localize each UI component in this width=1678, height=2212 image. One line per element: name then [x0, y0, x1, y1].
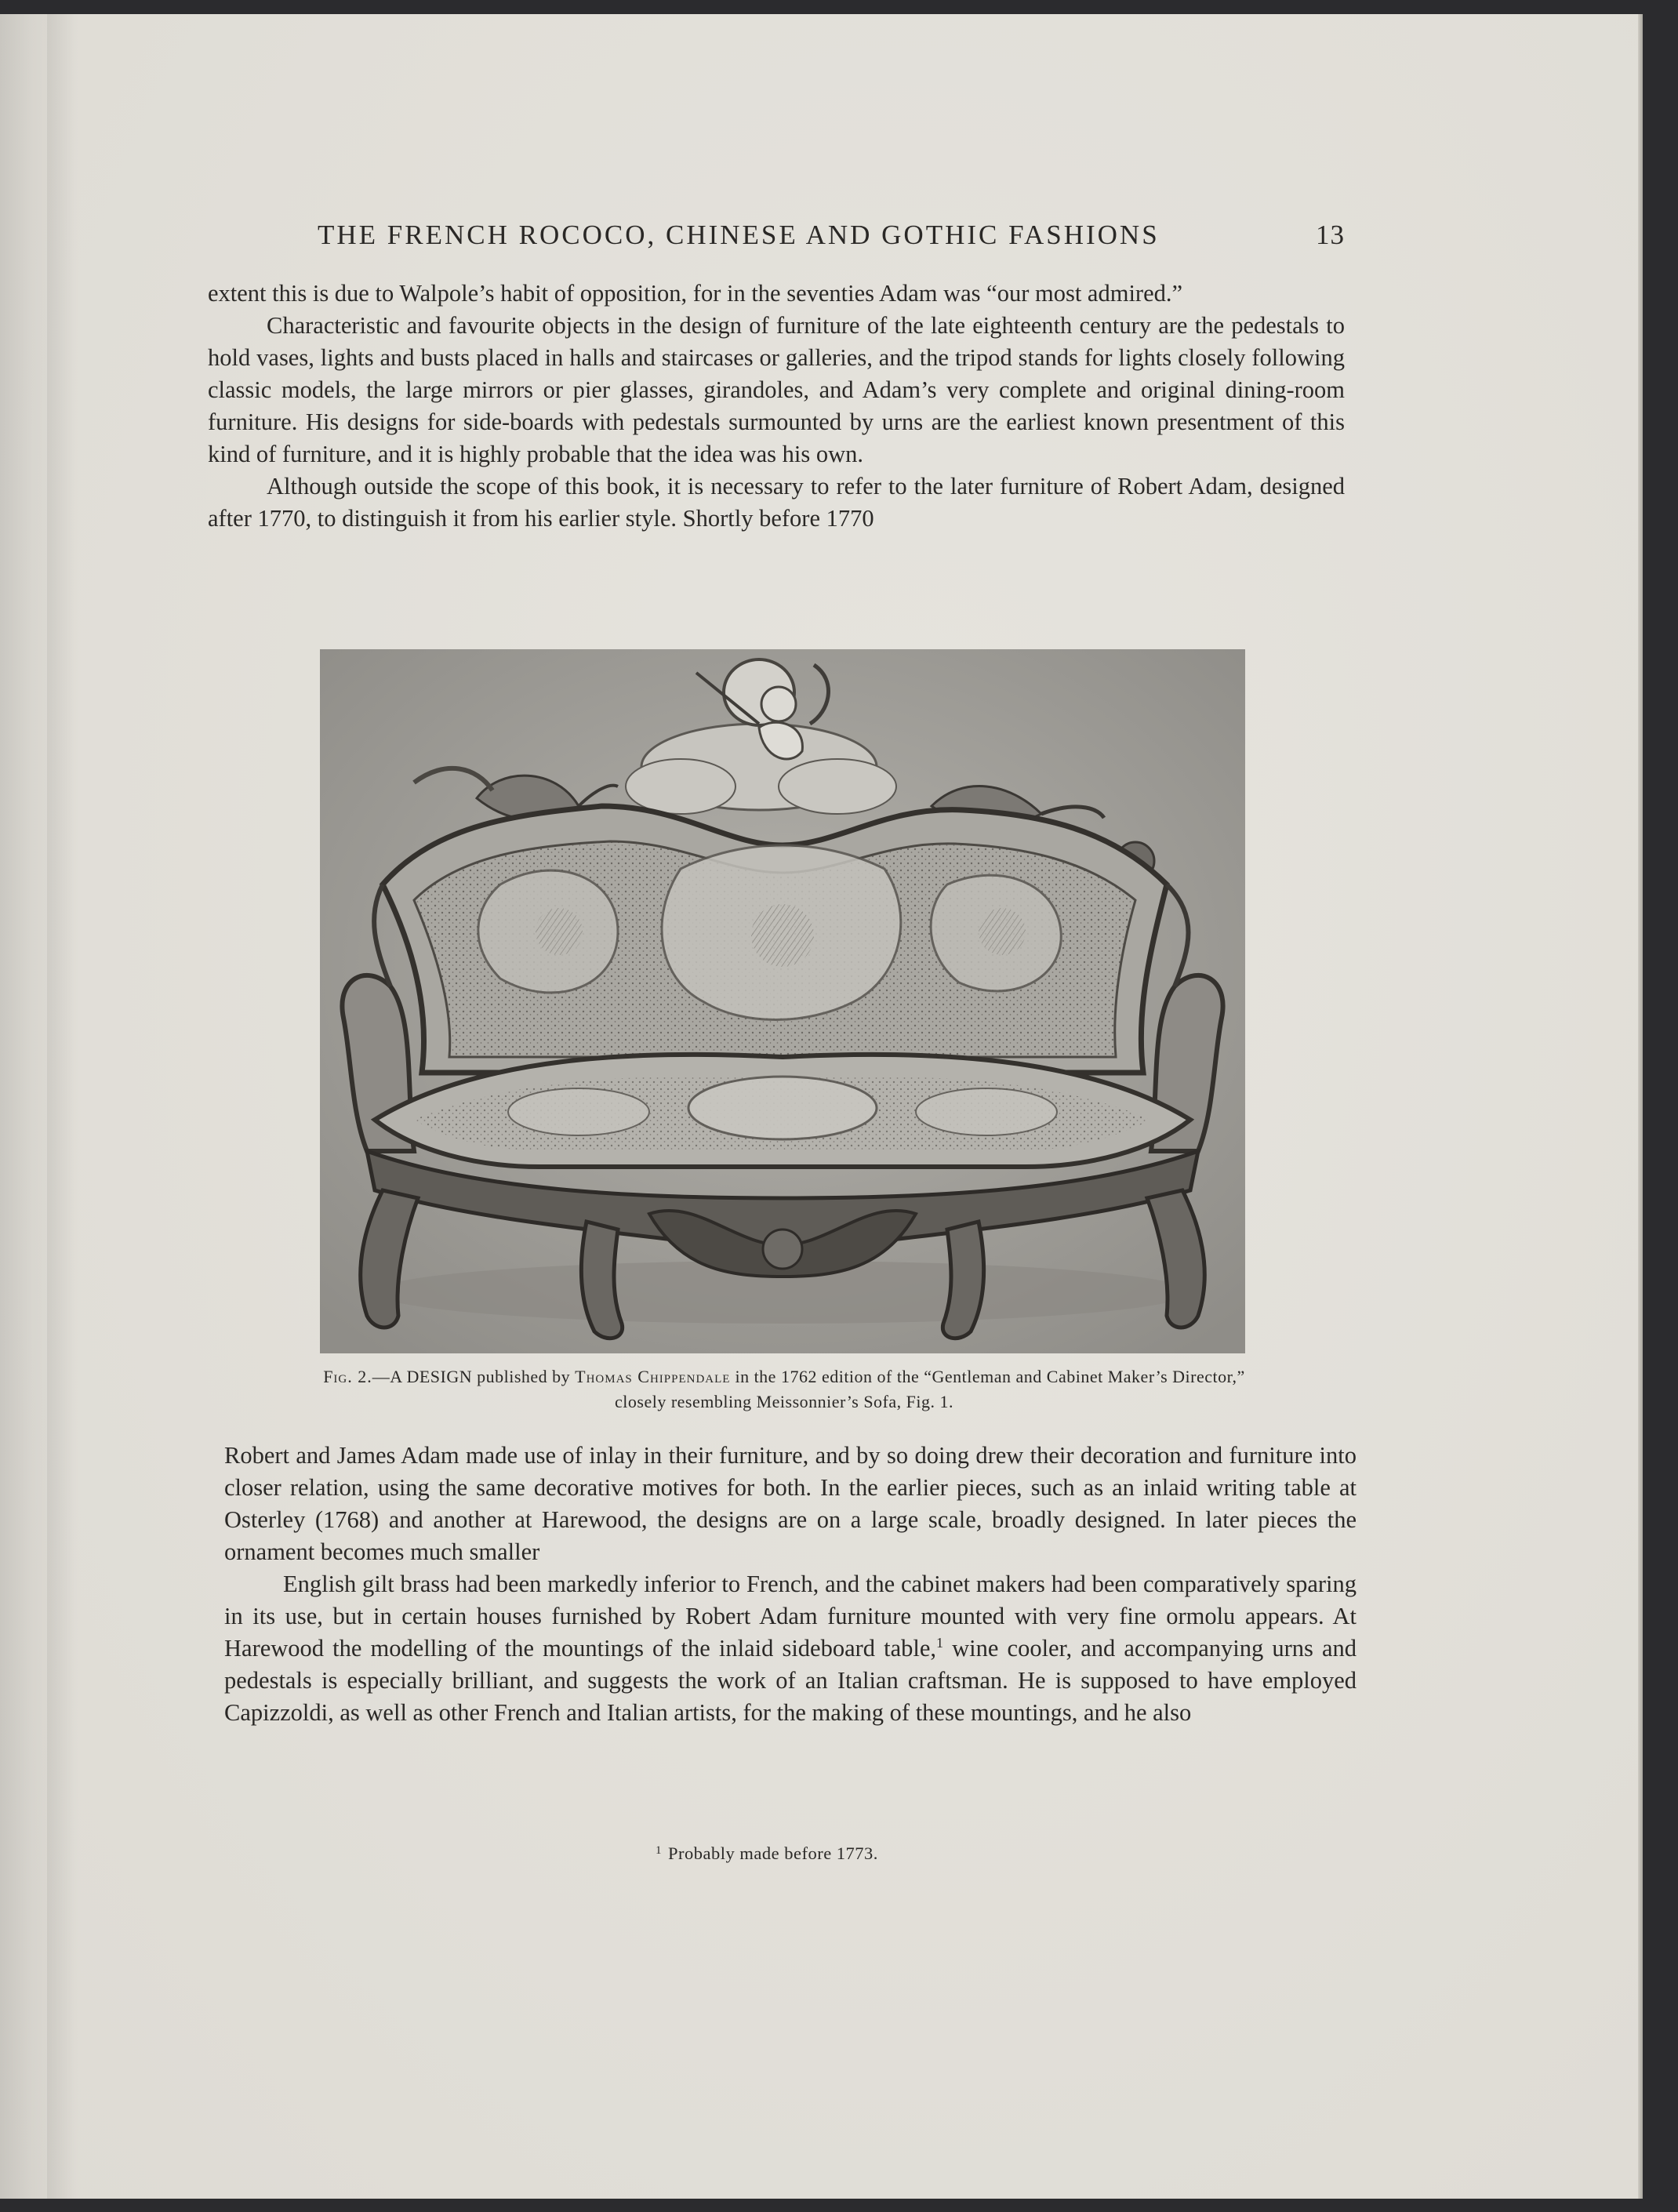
caption-name: Thomas Chippendale [575, 1367, 731, 1386]
caption-dash: —A DESIGN published by [372, 1367, 576, 1386]
running-head-title: THE FRENCH ROCOCO, CHINESE AND GOTHIC FASHIONS [318, 220, 1160, 250]
body-text-bottom [224, 1440, 1357, 1729]
gilt-brass-text-end: wine cooler, and accompanying urns and pedestals is especially brilliant, and suggests the work of an Italian craftsman. He is supposed to have employed Capizzoldi, as well as other French and Italian artists, for the making of these mountings, and he also [224, 1635, 1357, 1726]
page-gutter-shadow [47, 14, 78, 2199]
book-page [0, 14, 1643, 2199]
footnote-marker: 1 [656, 1844, 662, 1857]
paragraph-gilt-brass [224, 1568, 1357, 1729]
paragraph-inlay: Robert and James Adam made use of inlay in their furniture, and by so doing drew their decoration and furniture into closer relation, using the same decorative motives for both. In the earlier pieces, such as an inlaid writing table at Osterley (1768) and another at Harewood, the designs are on a large scale, broadly designed. In later pieces the ornament becomes much smaller [224, 1442, 1357, 1565]
caption-label: Fig. 2. [323, 1367, 372, 1386]
paragraph-continuation: extent this is due to Walpole’s habit of opposition, for in the seventies Adam was “our most admired.” [208, 280, 1183, 307]
page-number: 13 [1316, 220, 1345, 250]
sofa-back [383, 806, 1167, 1073]
footnote-text: Probably made before 1773. [668, 1843, 878, 1863]
sofa-seat [375, 1055, 1190, 1167]
gilt-brass-text-start: English gilt brass had been markedly inferior to French, and the cabinet makers had been comparatively sparing in its use, but in certain houses furnished by Robert Adam furniture mounted with very fine ormolu appears. At Harewood the modelling of the mountings of the inlaid sideboard table, [224, 1571, 1357, 1662]
page-edge [1638, 14, 1643, 2199]
footnote-reference: 1 [936, 1635, 944, 1651]
running-head [318, 220, 1345, 260]
paragraph-later-furniture: Although outside the scope of this book, it is necessary to refer to the later furniture of Robert Adam, designed after 1770, to distinguish it from his earlier style. Shortly before 1770 [208, 473, 1345, 532]
rococo-sofa-illustration [320, 649, 1245, 1353]
footnote [656, 1843, 878, 1864]
caption-rest: in the 1762 edition of the “Gentleman and Cabinet Maker’s Director,” closely resembling Meissonnier’s Sofa, Fig. 1. [615, 1367, 1245, 1411]
sofa-engraving-figure [320, 649, 1245, 1353]
body-text-top [208, 278, 1345, 535]
figure-caption [298, 1364, 1270, 1415]
paragraph-characteristic-objects: Characteristic and favourite objects in the design of furniture of the late eighteenth century are the pedestals to hold vases, lights and busts placed in halls and staircases or galleries, and the tripod stands for lights closely following classic models, the large mirrors or pier glasses, girandoles, and Adam’s very complete and original dining-room furniture. His designs for side-boards with pedestals surmounted by urns are the earliest known presentment of this kind of furniture, and it is highly probable that the idea was his own. [208, 312, 1345, 467]
